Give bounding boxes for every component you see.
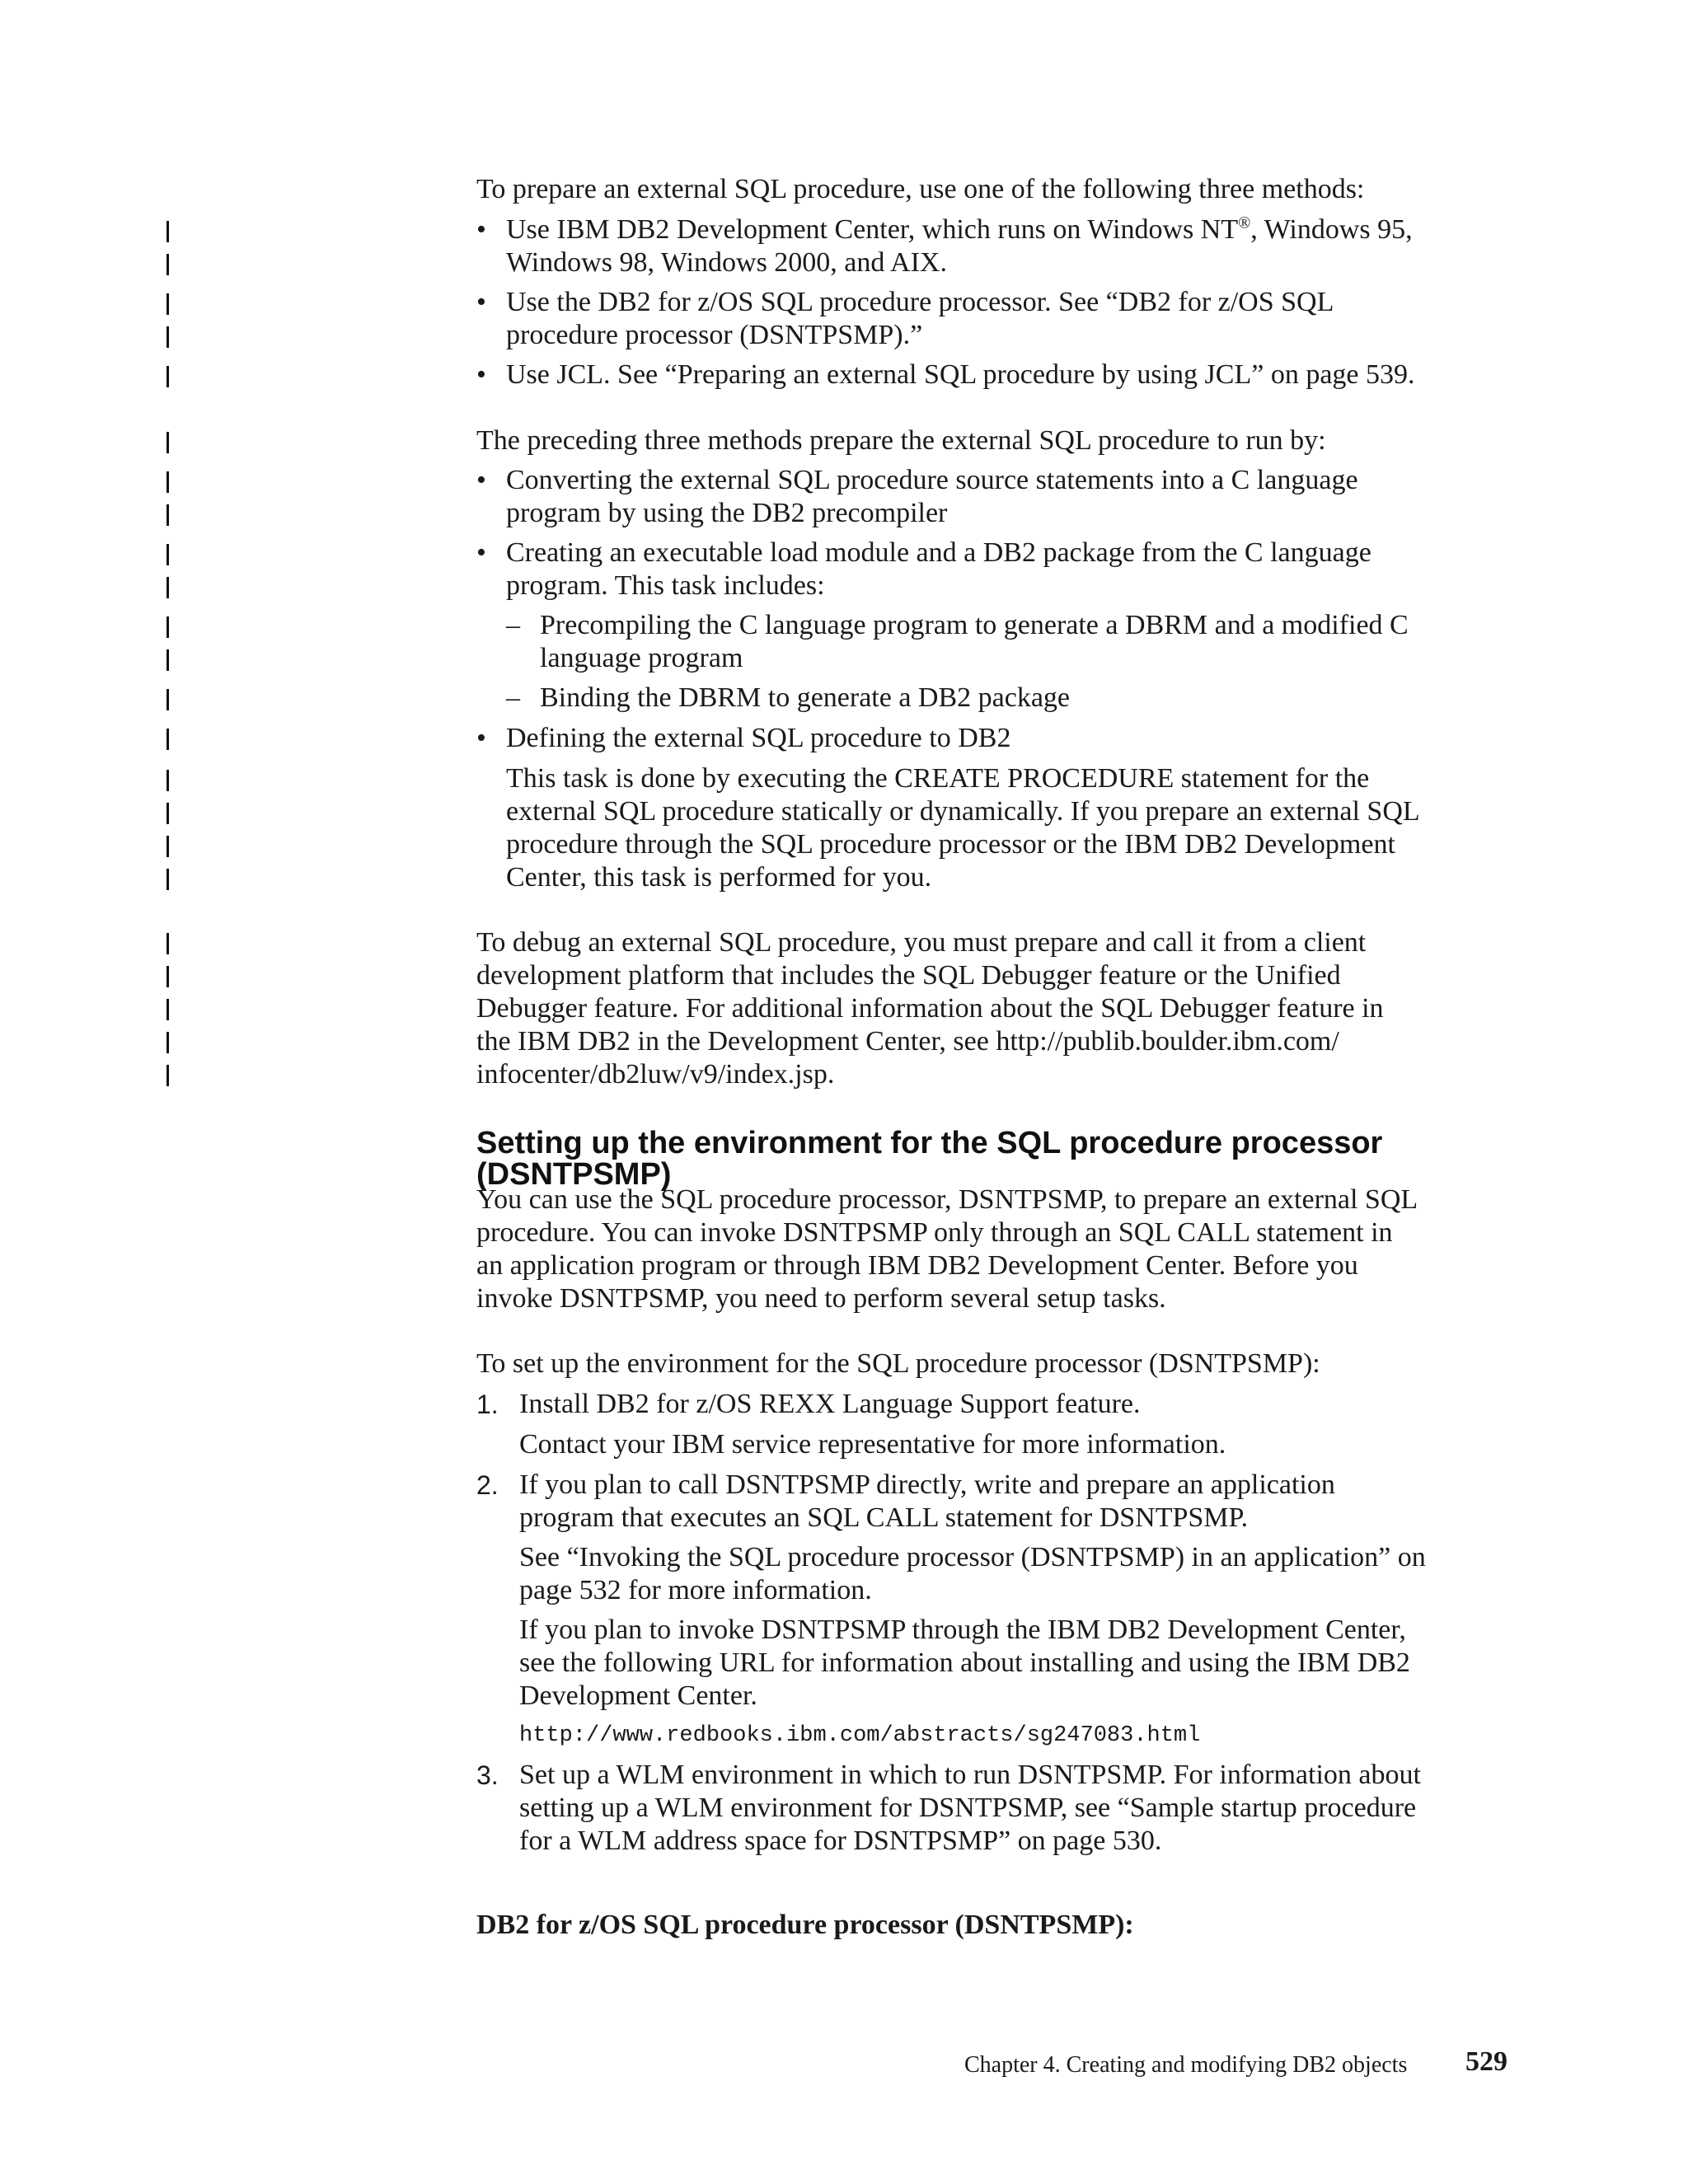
method-item-jcl: Use JCL. See “Preparing an external SQL procedure by using JCL” on page 539. [506,359,1415,390]
step-number: 2. [476,1470,499,1500]
change-bar [166,577,169,598]
setup-lead-paragraph: To set up the environment for the SQL procedure processor (DSNTPSMP): [476,1348,1320,1379]
footer-chapter-title: Chapter 4. Creating and modifying DB2 objects [964,2052,1408,2078]
change-bar [166,221,169,242]
change-bar [166,471,169,493]
change-bar [166,254,169,275]
page-number: 529 [1465,2046,1507,2077]
change-bar [166,933,169,954]
step-2: If you plan to call DSNTPSMP directly, write and prepare an application program that executes an SQL CALL statement for DSNTPSMP. [519,1469,1335,1533]
redbooks-url[interactable]: http://www.redbooks.ibm.com/abstracts/sg247083.html [519,1723,1201,1748]
debug-paragraph: To debug an external SQL procedure, you must prepare and call it from a client development platform that includes the SQL Debugger feature or the Unified Debugger feature. For additional information about the SQL Debugger feature in the IBM DB2 in the Development Center, see http://publib.boulder.ibm.com/ infocenter/db2luw/v9/index.jsp. [476,927,1384,1090]
change-bar [166,616,169,638]
change-bar [166,1032,169,1053]
change-bar [166,293,169,315]
sub-item-binding: Binding the DBRM to generate a DB2 package [540,682,1071,713]
change-bar [166,770,169,791]
step-3: Set up a WLM environment in which to run DSNTPSMP. For information about setting up a WLM environment for DSNTPSMP, see “Sample startup procedure for a WLM address space for DSNTPSMP” on page 530. [519,1760,1421,1856]
step-2-detail-see: See “Invoking the SQL procedure processor (DSNTPSMP) in an application” on page 532 for more information. [519,1542,1426,1605]
bullet-marker: • [476,465,486,495]
step-1-detail: Contact your IBM service representative for more information. [519,1429,1226,1460]
intro-paragraph: To prepare an external SQL procedure, use one of the following three methods: [476,174,1365,204]
change-bar [166,869,169,890]
section-intro-paragraph: You can use the SQL procedure processor, DSNTPSMP, to prepare an external SQL procedure. You can invoke DSNTPSMP only through an SQL CALL statement in an application program or through IBM DB2 Development Center. Before you invoke DSNTPSMP, you need to perform several setup tasks. [476,1184,1418,1314]
change-bar [166,1065,169,1086]
change-bar [166,504,169,526]
bullet-marker: • [476,287,486,317]
change-bar [166,729,169,750]
change-bar [166,689,169,710]
bullet-marker: • [476,537,486,568]
step-2-detail-invoke: If you plan to invoke DSNTPSMP through the IBM DB2 Development Center, see the following URL for information about installing and using the IBM DB2 Development Center. [519,1615,1410,1711]
section-heading: Setting up the environment for the SQL procedure processor (DSNTPSMP) [476,1126,1383,1192]
preceding-paragraph: The preceding three methods prepare the external SQL procedure to run by: [476,425,1326,456]
change-bar [166,999,169,1020]
dash-marker: – [506,610,520,640]
change-bar [166,432,169,453]
dash-marker: – [506,682,520,713]
change-bar [166,366,169,387]
list-item-defining: Defining the external SQL procedure to DB2 [506,723,1011,753]
defining-detail-paragraph: This task is done by executing the CREATE PROCEDURE statement for the external SQL procedure statically or dynamically. If you prepare an external SQL procedure through the SQL procedure processor or the IBM DB2 Development Center, this task is performed for you. [506,763,1420,893]
change-bar [166,803,169,824]
step-1: Install DB2 for z/OS REXX Language Support feature. [519,1389,1141,1419]
sub-item-precompiling: Precompiling the C language program to generate a DBRM and a modified C language program [540,610,1409,673]
step-number: 1. [476,1390,499,1419]
change-bar [166,326,169,348]
change-bar [166,966,169,987]
subheading-dsntpsmp: DB2 for z/OS SQL procedure processor (DSNTPSMP): [476,1910,1134,1940]
bullet-marker: • [476,359,486,390]
change-bar [166,836,169,857]
list-item-creating: Creating an executable load module and a DB2 package from the C language program. This task includes: [506,537,1372,601]
list-item-converting: Converting the external SQL procedure source statements into a C language program by using the DB2 precompiler [506,465,1358,528]
step-number: 3. [476,1760,499,1790]
change-bar [166,544,169,565]
method-item-procedure-processor: Use the DB2 for z/OS SQL procedure processor. See “DB2 for z/OS SQL procedure processor (DSNTPSMP).” [506,287,1334,350]
bullet-marker: • [476,723,486,753]
method-item-development-center: Use IBM DB2 Development Center, which runs on Windows NT®, Windows 95, Windows 98, Windows 2000, and AIX. [506,213,1413,278]
bullet-marker: • [476,214,486,245]
change-bar [166,649,169,671]
